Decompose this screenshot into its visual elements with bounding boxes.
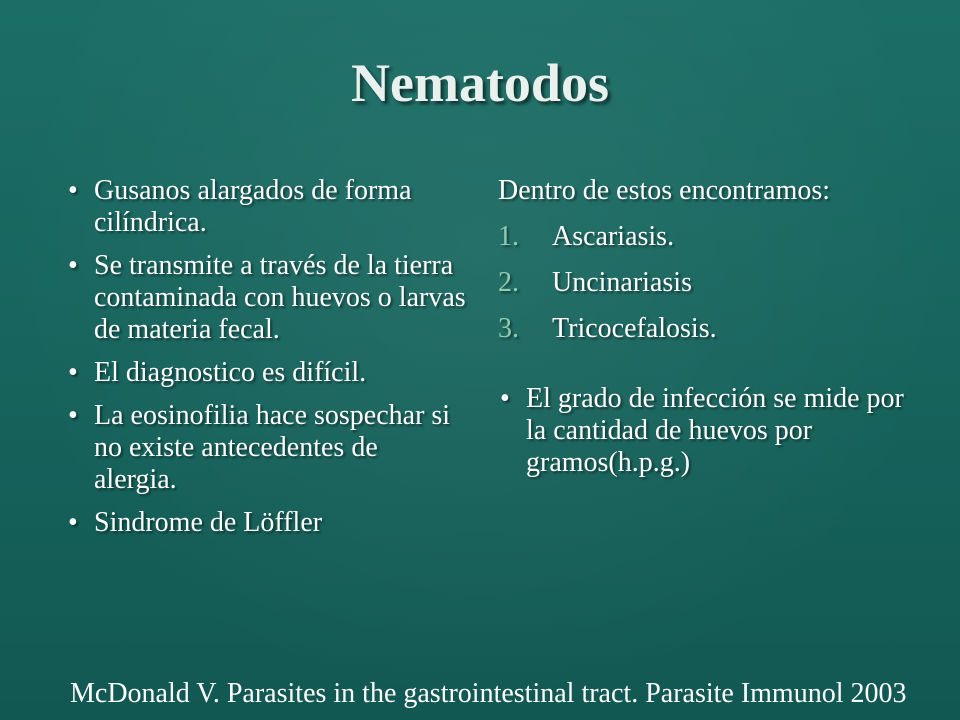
bullet-item xyxy=(66,250,466,346)
item-text: Uncinariasis xyxy=(552,267,692,298)
numbered-list xyxy=(498,221,918,345)
item-text: Ascariasis. xyxy=(552,221,675,252)
bullet-dot-icon: • xyxy=(68,357,78,388)
bullet-item xyxy=(66,175,466,239)
bullet-dot-icon: • xyxy=(68,175,78,206)
item-number: 1. xyxy=(498,221,519,252)
slide-title: Nematodos xyxy=(351,53,609,113)
bullet-dot-icon: • xyxy=(68,507,78,538)
bullet-text: Se transmite a través de la tierra contaminada con huevos o larvas de materia fecal. xyxy=(94,250,466,345)
right-intro-text: Dentro de estos encontramos: xyxy=(498,175,831,206)
bullet-text: La eosinofilia hace sospechar si no existe antecedentes de alergia. xyxy=(94,400,451,495)
numbered-item xyxy=(498,267,918,299)
bullet-text: Gusanos alargados de forma cilíndrica. xyxy=(94,175,412,238)
left-column xyxy=(66,175,466,550)
bullet-item xyxy=(66,400,466,496)
bullet-text: El grado de infección se mide por la cantidad de huevos por gramos(h.p.g.) xyxy=(526,383,904,478)
bullet-text: El diagnostico es difícil. xyxy=(94,357,367,388)
item-number: 2. xyxy=(498,267,519,298)
bullet-text: Sindrome de Löffler xyxy=(94,507,323,538)
left-bullet-list xyxy=(66,175,466,539)
item-number: 3. xyxy=(498,313,519,344)
bullet-dot-icon: • xyxy=(500,383,510,414)
numbered-item xyxy=(498,221,918,253)
right-bullet-list xyxy=(498,383,918,479)
bullet-item xyxy=(66,507,466,539)
item-text: Tricocefalosis. xyxy=(552,313,717,344)
numbered-item xyxy=(498,313,918,345)
bullet-dot-icon: • xyxy=(68,400,78,431)
right-column xyxy=(498,175,918,490)
citation-footer: McDonald V. Parasites in the gastrointestinal tract. Parasite Immunol 2003 xyxy=(70,678,907,709)
bullet-item xyxy=(498,383,918,479)
bullet-dot-icon: • xyxy=(68,250,78,281)
bullet-item xyxy=(66,357,466,389)
